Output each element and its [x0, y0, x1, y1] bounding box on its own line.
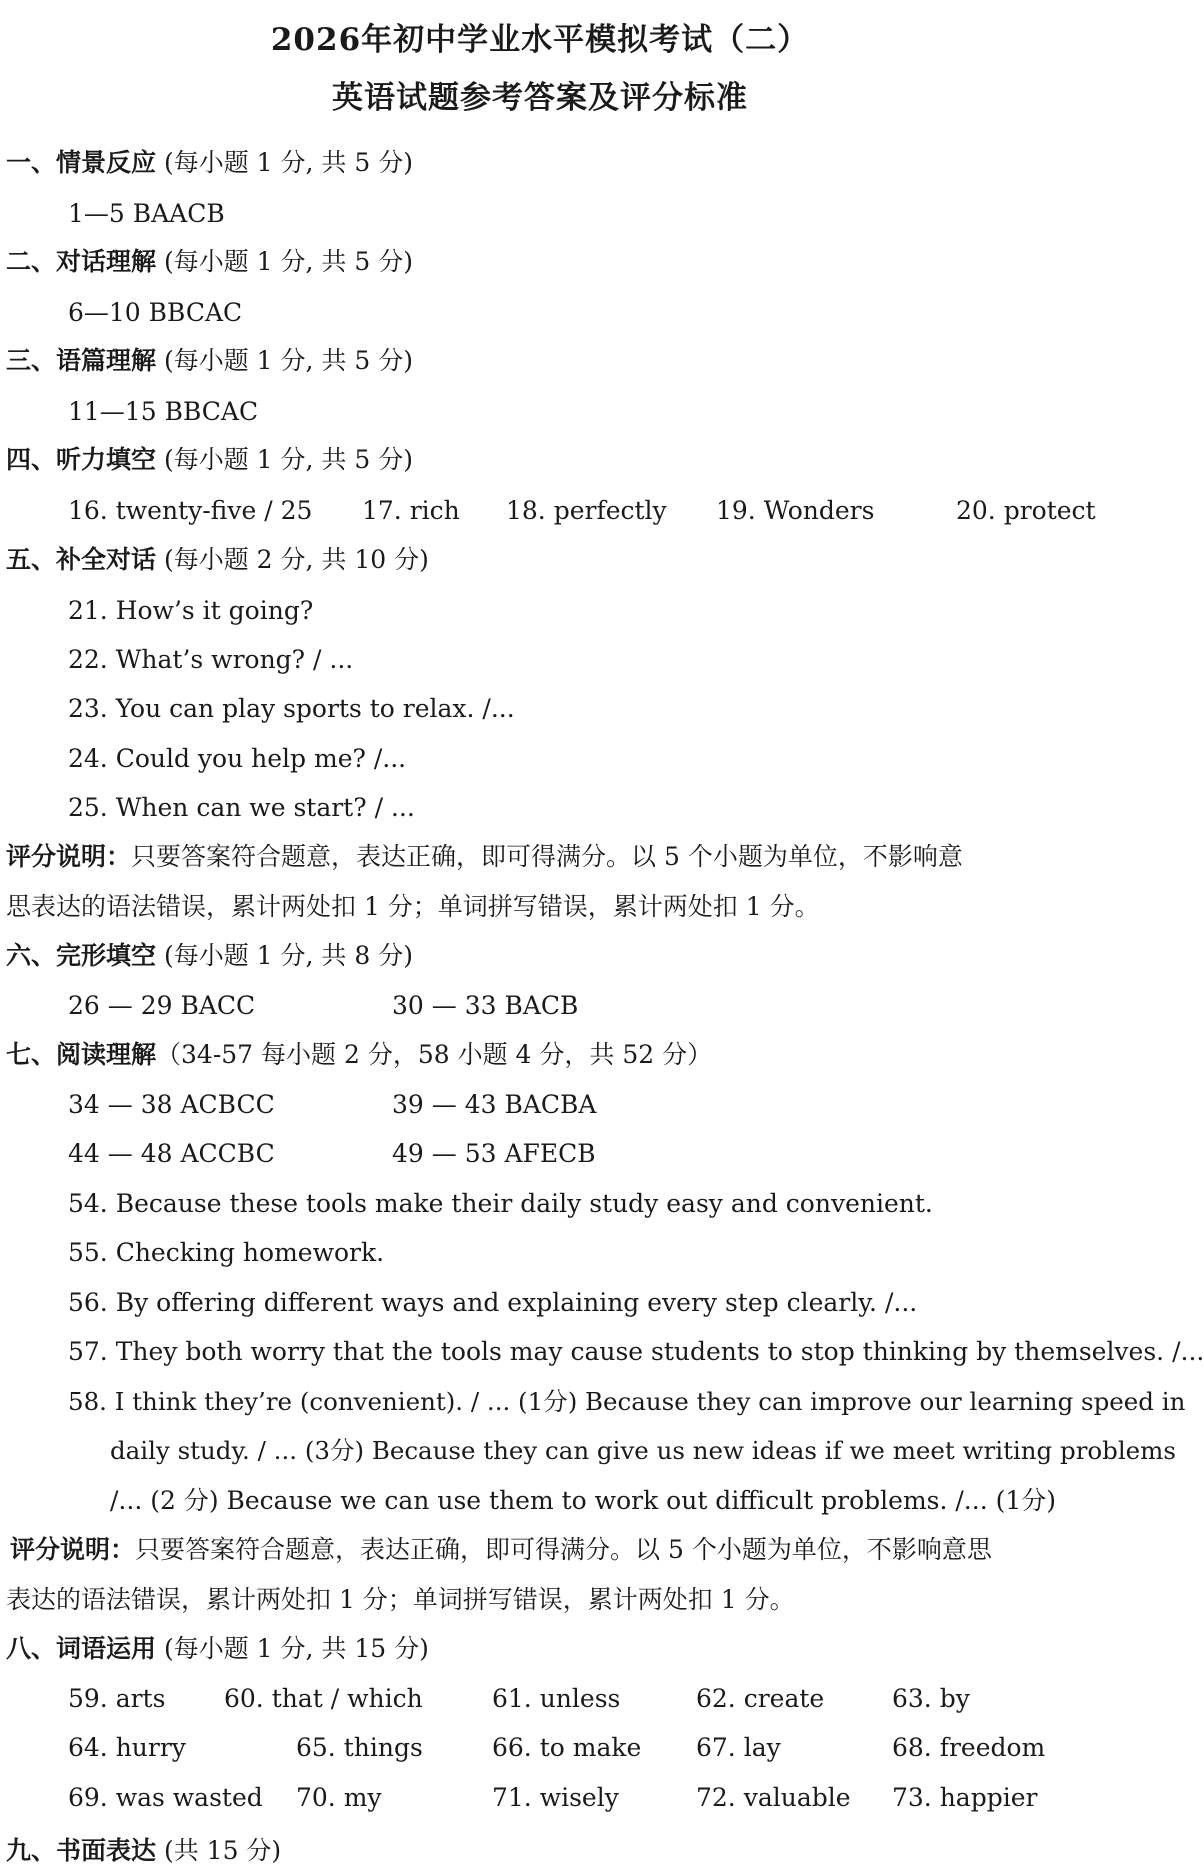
answer-item: 23. You can play sports to relax. /...: [68, 694, 515, 723]
section-score-note: (每小题 1 分, 共 5 分): [156, 247, 413, 276]
section-score-note: (共 15 分): [156, 1836, 282, 1865]
document-title: 2026年初中学业水平模拟考试（二）: [270, 22, 810, 58]
answer-item: 22. What’s wrong? / ...: [68, 645, 354, 674]
answer-item: 57. They both worry that the tools may cause students to stop thinking by themselves. /...: [68, 1337, 1204, 1366]
answer-item: 70. my: [296, 1783, 382, 1812]
answer-item: 73. happier: [892, 1783, 1038, 1812]
answer-item: 64. hurry: [68, 1733, 186, 1762]
scoring-note-continued: 思表达的语法错误，累计两处扣 1 分；单词拼写错误，累计两处扣 1 分。: [6, 892, 820, 921]
scoring-note-text: 只要答案符合题意，表达正确，即可得满分。以 5 个小题为单位，不影响意思: [135, 1535, 992, 1564]
section-6-heading: [6, 941, 413, 971]
answer-item: 54. Because these tools make their daily study easy and convenient.: [68, 1189, 933, 1218]
answer-item: 61. unless: [492, 1684, 621, 1713]
section-5-heading: [6, 545, 429, 575]
section-score-note: (每小题 1 分, 共 8 分): [156, 941, 413, 970]
answer-item: 21. How’s it going?: [68, 596, 314, 625]
section-2-heading: [6, 247, 413, 277]
section-title: 九、书面表达: [6, 1836, 157, 1865]
answer-item: 20. protect: [956, 496, 1096, 525]
section-3-heading: [6, 346, 413, 376]
section-title: 三、语篇理解: [6, 346, 157, 375]
section-8-heading: [6, 1634, 429, 1664]
section-score-note: (每小题 1 分, 共 5 分): [156, 148, 413, 177]
answer-item: 30 — 33 BACB: [392, 991, 579, 1020]
answer-item: 24. Could you help me? /...: [68, 744, 407, 773]
answer-item: 25. When can we start? / ...: [68, 793, 415, 822]
section-title: 五、补全对话: [6, 545, 157, 574]
section-7-heading: [6, 1040, 712, 1070]
answer-item: 55. Checking homework.: [68, 1238, 385, 1267]
answer-item: 59. arts: [68, 1684, 166, 1713]
scoring-note-continued: 表达的语法错误，累计两处扣 1 分；单词拼写错误，累计两处扣 1 分。: [6, 1585, 795, 1614]
answer-item: 34 — 38 ACBCC: [68, 1090, 275, 1119]
document-subtitle: 英语试题参考答案及评分标准: [332, 80, 748, 116]
section-title: 四、听力填空: [6, 445, 157, 474]
answer-item: 44 — 48 ACCBC: [68, 1139, 275, 1168]
section-title: 二、对话理解: [6, 247, 157, 276]
scoring-note-label: 评分说明：: [6, 842, 132, 871]
answer-item: 60. that / which: [224, 1684, 423, 1713]
section-title: 六、完形填空: [6, 941, 157, 970]
answer-item-continued: daily study. / ... (3分) Because they can give us new ideas if we meet writing problems: [110, 1436, 1176, 1465]
answer-item: 16. twenty-five / 25: [68, 496, 313, 525]
scoring-note-label: 评分说明：: [10, 1535, 136, 1564]
answer-item: 17. rich: [362, 496, 460, 525]
answer-item: 62. create: [696, 1684, 825, 1713]
section-3-answer: 11—15 BBCAC: [68, 397, 259, 426]
section-title: 七、阅读理解: [6, 1040, 157, 1069]
answer-item: 49 — 53 AFECB: [392, 1139, 596, 1168]
answer-item: 58. I think they’re (convenient). / ... (1分) Because they can improve our learning speed in: [68, 1387, 1186, 1416]
section-9-heading: [6, 1836, 281, 1866]
answer-item: 39 — 43 BACBA: [392, 1090, 597, 1119]
scoring-note: [6, 842, 963, 872]
answer-item: 19. Wonders: [716, 496, 875, 525]
answer-item: 18. perfectly: [506, 496, 667, 525]
answer-item: 68. freedom: [892, 1733, 1046, 1762]
section-4-heading: [6, 445, 413, 475]
answer-item: 69. was wasted: [68, 1783, 263, 1812]
answer-item-continued: /... (2 分) Because we can use them to work out difficult problems. /... (1分): [110, 1486, 1057, 1515]
section-title: 一、情景反应: [6, 148, 157, 177]
section-title: 八、词语运用: [6, 1634, 157, 1663]
answer-item: 66. to make: [492, 1733, 642, 1762]
answer-item: 67. lay: [696, 1733, 781, 1762]
section-score-note: (每小题 2 分, 共 10 分): [156, 545, 429, 574]
answer-item: 71. wisely: [492, 1783, 619, 1812]
answer-item: 65. things: [296, 1733, 423, 1762]
answer-item: 63. by: [892, 1684, 970, 1713]
section-score-note: (每小题 1 分, 共 15 分): [156, 1634, 429, 1663]
section-1-answer: 1—5 BAACB: [68, 199, 225, 228]
scoring-note: [10, 1535, 992, 1565]
section-2-answer: 6—10 BBCAC: [68, 298, 243, 327]
section-1-heading: [6, 148, 413, 178]
section-score-note: (每小题 1 分, 共 5 分): [156, 445, 413, 474]
section-score-note: (每小题 1 分, 共 5 分): [156, 346, 413, 375]
answer-item: 26 — 29 BACC: [68, 991, 256, 1020]
answer-item: 72. valuable: [696, 1783, 851, 1812]
section-score-note: （34-57 每小题 2 分，58 小题 4 分，共 52 分）: [156, 1040, 713, 1069]
scoring-note-text: 只要答案符合题意，表达正确，即可得满分。以 5 个小题为单位，不影响意: [131, 842, 963, 871]
answer-item: 56. By offering different ways and explaining every step clearly. /...: [68, 1288, 918, 1317]
